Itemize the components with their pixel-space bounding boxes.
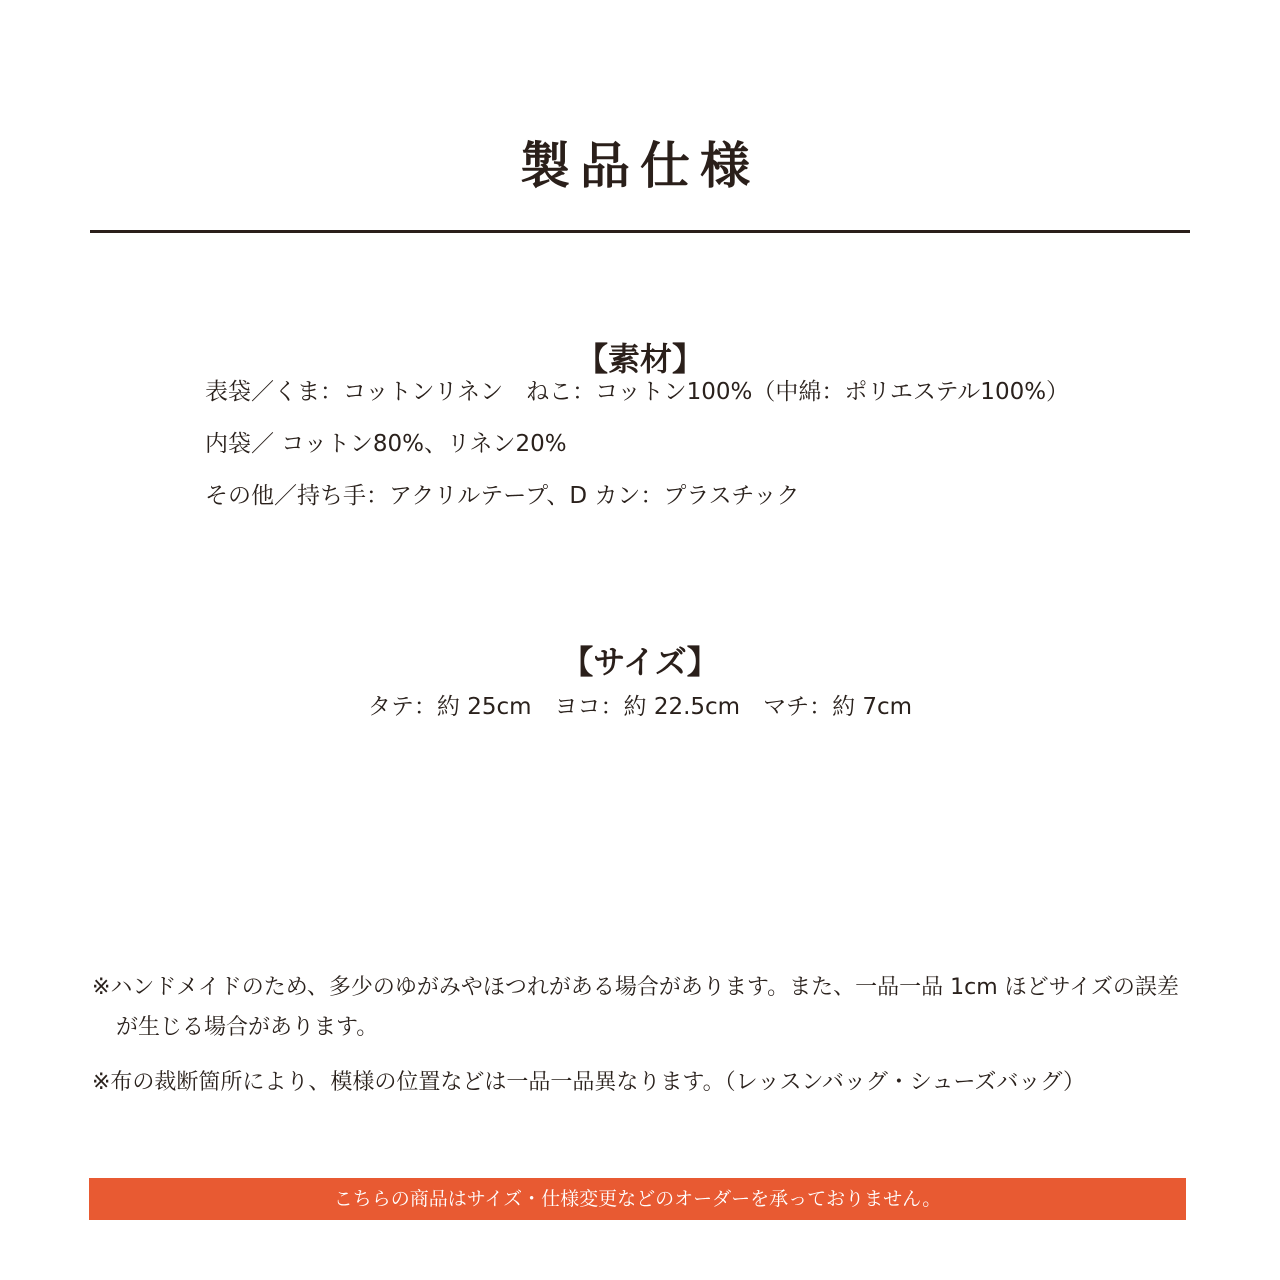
materials-list (205, 366, 1205, 522)
size-heading: 【サイズ】 (561, 642, 719, 681)
materials-heading: 【素材】 (575, 339, 704, 378)
order-notice-banner: こちらの商品はサイズ・仕様変更などのオーダーを承っておりません。 (89, 1178, 1186, 1220)
materials-item-other: その他／持ち手：アクリルテープ、D カン：プラスチック (205, 483, 800, 509)
title-divider (90, 230, 1190, 233)
materials-item-outer: 表袋／くま：コットンリネン ねこ：コットン100%（中綿：ポリエステル100%） (205, 379, 1070, 405)
materials-item-lining: 内袋／ コットン80%、リネン20% (205, 431, 567, 457)
note-handmade-text: ※ハンドメイドのため、多少のゆがみやほつれがある場合があります。また、一品一品 1cm ほどサイズの誤差が生じる場合があります。 (92, 975, 1179, 1040)
size-dimensions: タテ：約 25cm ヨコ：約 22.5cm マチ：約 7cm (367, 694, 913, 720)
note-handmade (92, 968, 1187, 1048)
note-pattern-position: ※布の裁断箇所により、模様の位置などは一品一品異なります。（レッスンバッグ・シューズバッグ） (92, 1070, 1086, 1095)
page-title: 製品仕様 (520, 136, 760, 195)
